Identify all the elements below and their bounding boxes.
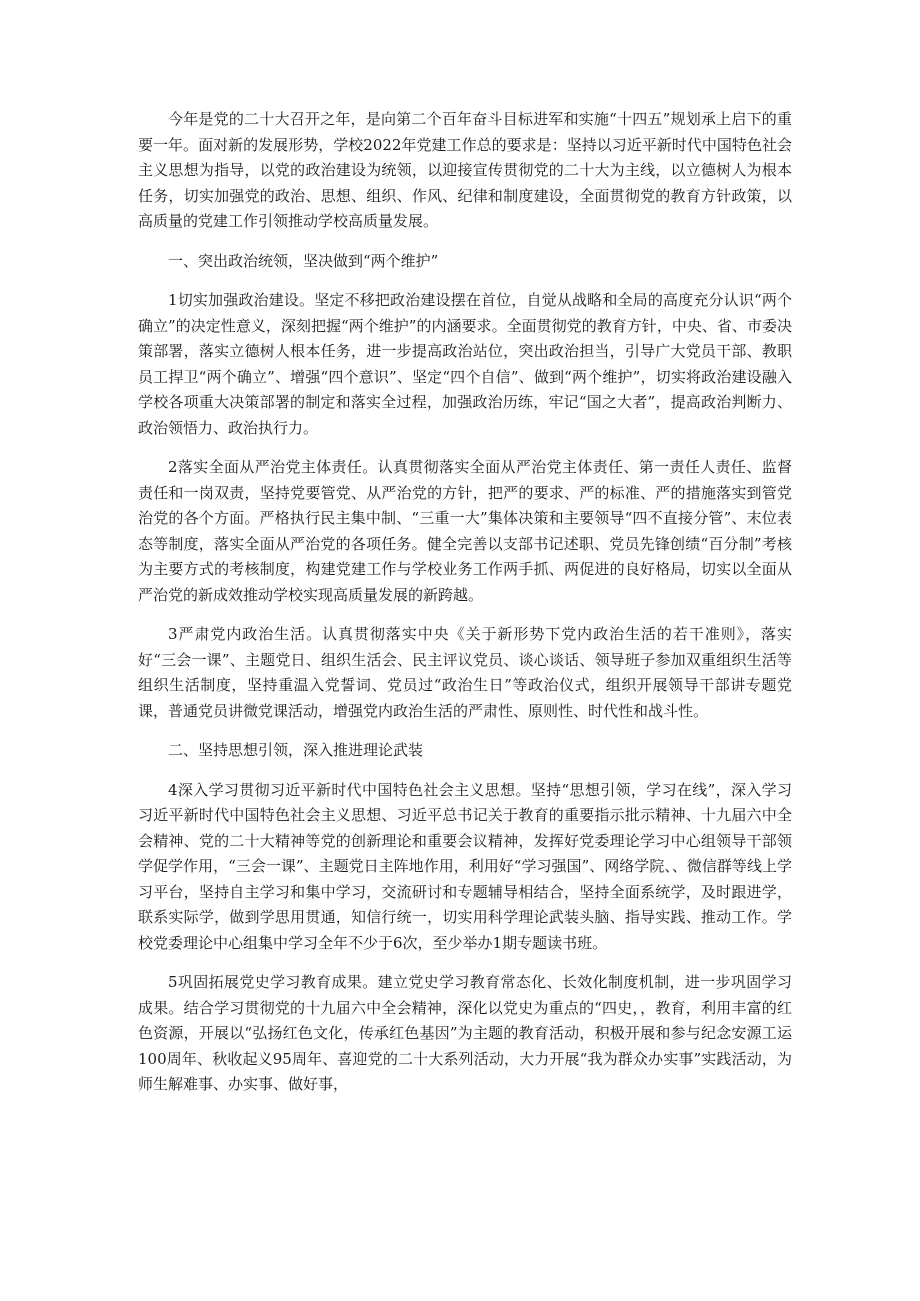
intro-paragraph: 今年是党的二十大召开之年，是向第二个百年奋斗目标进军和实施“十四五”规划承上启下的重要一年。面对新的发展形势，学校2022年党建工作总的要求是：坚持以习近平新时代中国特色社会主义思想为指导，以党的政治建设为统领，以迎接宣传贯彻党的二十大为主线，以立德树人为根本任务，切实加强党的政治、思想、组织、作风、纪律和制度建设，全面贯彻党的教育方针政策，以高质量的党建工作引领推动学校高质量发展。 xyxy=(138,110,792,230)
section-heading-2: 二、坚持思想引领，深入推进理论武装 xyxy=(168,741,424,759)
item-paragraph-2: 2落实全面从严治党主体责任。认真贯彻落实全面从严治党主体责任、第一责任人责任、监督责任和一岗双责，坚持党要管党、从严治党的方针，把严的要求、严的标准、严的措施落实到管党治党的各个方面。严格执行民主集中制、“三重一大”集体决策和主要领导“四不直接分管”、末位表态等制度，落实全面从严治党的各项任务。健全完善以支部书记述职、党员先锋创绩“百分制”考核为主要方式的考核制度，构建党建工作与学校业务工作两手抓、两促进的良好格局，切实以全面从严治党的新成效推动学校实现高质量发展的新跨越。 xyxy=(138,458,792,604)
item-paragraph-5: 5巩固拓展党史学习教育成果。建立党史学习教育常态化、长效化制度机制，进一步巩固学习成果。结合学习贯彻党的十九届六中全会精神，深化以党史为重点的“四史，，教育，利用丰富的红色资源，开展以“弘扬红色文化，传承红色基因”为主题的教育活动，积极开展和参与纪念安源工运100周年、秋收起义95周年、喜迎党的二十大系列活动，大力开展“我为群众办实事”实践活动，为师生解难事、办实事、做好事， xyxy=(138,973,792,1093)
document-page xyxy=(138,107,792,1112)
item-paragraph-1: 1切实加强政治建设。坚定不移把政治建设摆在首位，自觉从战略和全局的高度充分认识“两个确立”的决定性意义，深刻把握“两个维护”的内涵要求。全面贯彻党的教育方针，中央、省、市委决策部署，落实立德树人根本任务，进一步提高政治站位，突出政治担当，引导广大党员干部、教职员工捍卫“两个确立”、增强“四个意识”、坚定“四个自信”、做到“两个维护”，切实将政治建设融入学校各项重大决策部署的制定和落实全过程，加强政治历练，牢记“国之大者”，提高政治判断力、政治领悟力、政治执行力。 xyxy=(138,291,792,437)
section-heading-1: 一、突出政治统领，坚决做到“两个维护” xyxy=(168,251,439,270)
item-paragraph-4: 4深入学习贯彻习近平新时代中国特色社会主义思想。坚持“思想引领，学习在线”，深入学习习近平新时代中国特色社会主义思想、习近平总书记关于教育的重要指示批示精神、十九届六中全会精神、党的二十大精神等党的创新理论和重要会议精神，发挥好党委理论学习中心组领导干部领学促学作用，“三会一课”、主题党日主阵地作用，利用好“学习强国”、网络学院、、微信群等线上学习平台，坚持自主学习和集中学习，交流研讨和专题辅导相结合，坚持全面系统学，及时跟进学，联系实际学，做到学思用贯通，知信行统一，切实用科学理论武装头脑、指导实践、推动工作。学校党委理论中心组集中学习全年不少于6次，至少举办1期专题读书班。 xyxy=(138,780,792,952)
item-paragraph-3: 3严肃党内政治生活。认真贯彻落实中央《关于新形势下党内政治生活的若干准则》，落实好“三会一课”、主题党日、组织生活会、民主评议党员、谈心谈话、领导班子参加双重组织生活等组织生活制度，坚持重温入党誓词、党员过“政治生日”等政治仪式，组织开展领导干部讲专题党课，普通党员讲微党课活动，增强党内政治生活的严肃性、原则性、时代性和战斗性。 xyxy=(138,625,792,720)
